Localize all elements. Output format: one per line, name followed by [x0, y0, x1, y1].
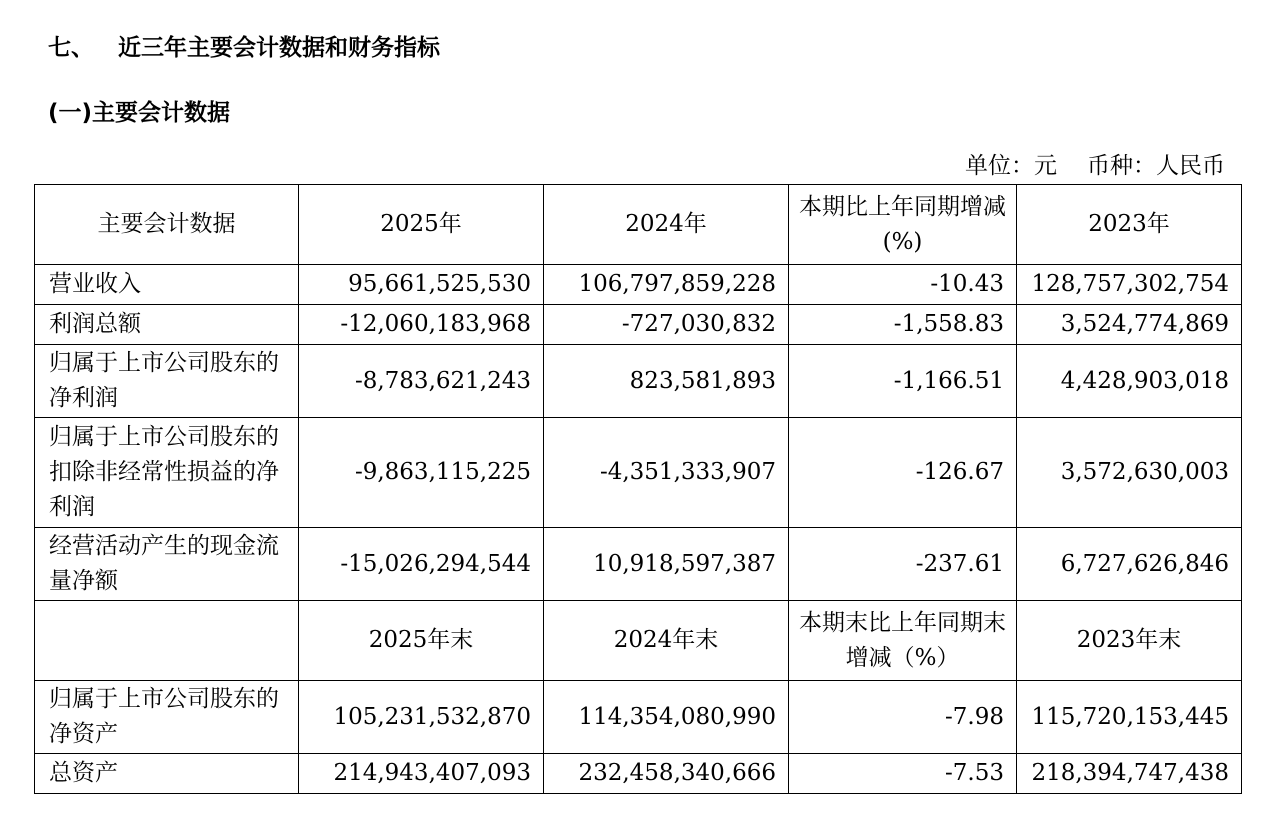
value-cell: 106,797,859,228: [544, 265, 789, 305]
accounting-data-table: [34, 184, 1242, 794]
header-cell: 本期比上年同期增减(%): [789, 185, 1017, 265]
value-cell: -8,783,621,243: [299, 345, 544, 418]
section-number: 七、: [48, 35, 94, 61]
value-cell: 128,757,302,754: [1017, 265, 1242, 305]
header-cell: 2024年末: [544, 601, 789, 681]
value-cell: -12,060,183,968: [299, 305, 544, 345]
value-cell: 6,727,626,846: [1017, 528, 1242, 601]
row-label: 经营活动产生的现金流量净额: [35, 528, 299, 601]
value-cell: 3,524,774,869: [1017, 305, 1242, 345]
value-cell: -10.43: [789, 265, 1017, 305]
row-label: 利润总额: [35, 305, 299, 345]
header-cell: 2023年末: [1017, 601, 1242, 681]
value-cell: 114,354,080,990: [544, 681, 789, 754]
value-cell: -7.53: [789, 754, 1017, 794]
row-label: 营业收入: [35, 265, 299, 305]
value-cell: -237.61: [789, 528, 1017, 601]
currency-label: 币种：人民币: [1087, 153, 1225, 179]
value-cell: 105,231,532,870: [299, 681, 544, 754]
header-cell: 2025年: [299, 185, 544, 265]
value-cell: -15,026,294,544: [299, 528, 544, 601]
row-label: 归属于上市公司股东的净资产: [35, 681, 299, 754]
value-cell: 10,918,597,387: [544, 528, 789, 601]
table-header-row: [35, 185, 1242, 265]
header-cell: 2025年末: [299, 601, 544, 681]
row-label: 总资产: [35, 754, 299, 794]
table-row: [35, 265, 1242, 305]
value-cell: -1,558.83: [789, 305, 1017, 345]
table-header-row: [35, 601, 1242, 681]
table-row: [35, 345, 1242, 418]
value-cell: 115,720,153,445: [1017, 681, 1242, 754]
header-cell: 2023年: [1017, 185, 1242, 265]
table-row: [35, 418, 1242, 528]
header-cell: [35, 601, 299, 681]
header-cell: 2024年: [544, 185, 789, 265]
unit-label: 单位：元: [965, 153, 1057, 179]
section-title: 近三年主要会计数据和财务指标: [118, 35, 440, 61]
value-cell: -727,030,832: [544, 305, 789, 345]
header-cell: 本期末比上年同期末增减（%）: [789, 601, 1017, 681]
value-cell: -4,351,333,907: [544, 418, 789, 528]
table-row: [35, 754, 1242, 794]
value-cell: 218,394,747,438: [1017, 754, 1242, 794]
value-cell: 214,943,407,093: [299, 754, 544, 794]
header-cell: 主要会计数据: [35, 185, 299, 265]
table-row: [35, 681, 1242, 754]
row-label: 归属于上市公司股东的扣除非经常性损益的净利润: [35, 418, 299, 528]
subsection-heading: (一)主要会计数据: [48, 100, 231, 126]
value-cell: -1,166.51: [789, 345, 1017, 418]
value-cell: -9,863,115,225: [299, 418, 544, 528]
value-cell: 823,581,893: [544, 345, 789, 418]
value-cell: 4,428,903,018: [1017, 345, 1242, 418]
value-cell: -7.98: [789, 681, 1017, 754]
table-row: [35, 305, 1242, 345]
value-cell: -126.67: [789, 418, 1017, 528]
value-cell: 95,661,525,530: [299, 265, 544, 305]
value-cell: 232,458,340,666: [544, 754, 789, 794]
section-heading: [48, 30, 440, 66]
row-label: 归属于上市公司股东的净利润: [35, 345, 299, 418]
value-cell: 3,572,630,003: [1017, 418, 1242, 528]
unit-note: [965, 150, 1225, 182]
table-row: [35, 528, 1242, 601]
